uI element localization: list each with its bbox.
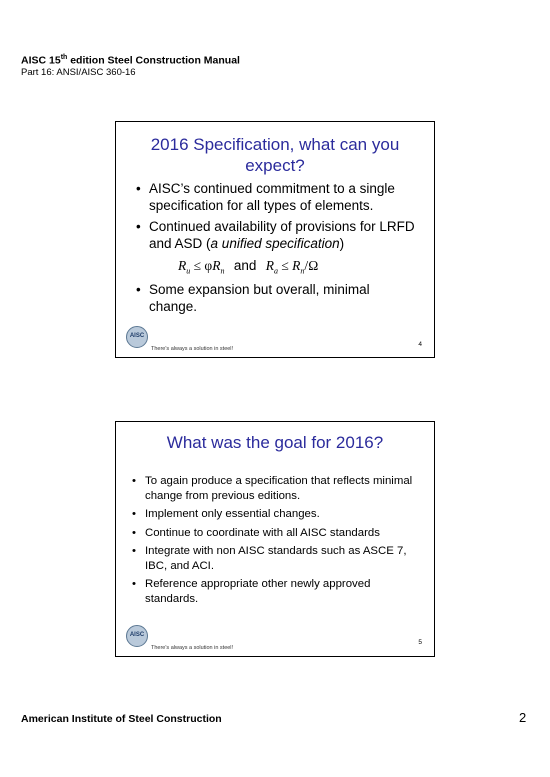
document-title: AISC 15th edition Steel Construction Manual — [21, 54, 240, 67]
slide-title: 2016 Specification, what can you expect? — [150, 135, 400, 175]
bullet-list — [136, 281, 420, 315]
slide-4 — [115, 121, 435, 358]
slide-number: 4 — [418, 341, 422, 348]
slide-footer-text: There's always a solution in steel! — [151, 645, 234, 651]
bullet-item: • AISC’s continued commitment to a single specification for all types of elements. — [136, 181, 395, 213]
bullet-item: • Integrate with non AISC standards such as ASCE 7, IBC, and ACI. — [132, 545, 407, 572]
aisc-logo-icon: AISC — [126, 326, 148, 348]
bullet-item: • Continue to coordinate with all AISC standards — [132, 526, 380, 539]
slide-number: 5 — [418, 639, 422, 646]
page-footer: American Institute of Steel Construction — [21, 713, 222, 725]
slide-title: What was the goal for 2016? — [166, 433, 384, 452]
bullet-item: • Implement only essential changes. — [132, 508, 320, 520]
document-subtitle: Part 16: ANSI/AISC 360-16 — [21, 67, 136, 78]
aisc-logo-icon: AISC — [126, 625, 148, 647]
bullet-list — [136, 180, 420, 256]
bullet-item: • Some expansion but overall, minimal change. — [136, 282, 370, 314]
bullet-item: • Reference appropriate other newly approved standards. — [132, 578, 371, 605]
bullet-item: • To again produce a specification that reflects minimal change from previous editions. — [132, 475, 413, 502]
bullet-item: • Continued availability of provisions for LRFD and ASD (a unified specification) — [136, 219, 415, 251]
slide-5 — [115, 421, 435, 657]
page-number: 2 — [519, 710, 527, 725]
resistance-formula: $R_u \le \varphi R_n$ and $R_a \le R_n/\Omega$ — [178, 258, 319, 276]
slide-footer-text: There's always a solution in steel! — [151, 346, 234, 352]
bullet-list — [132, 474, 420, 610]
